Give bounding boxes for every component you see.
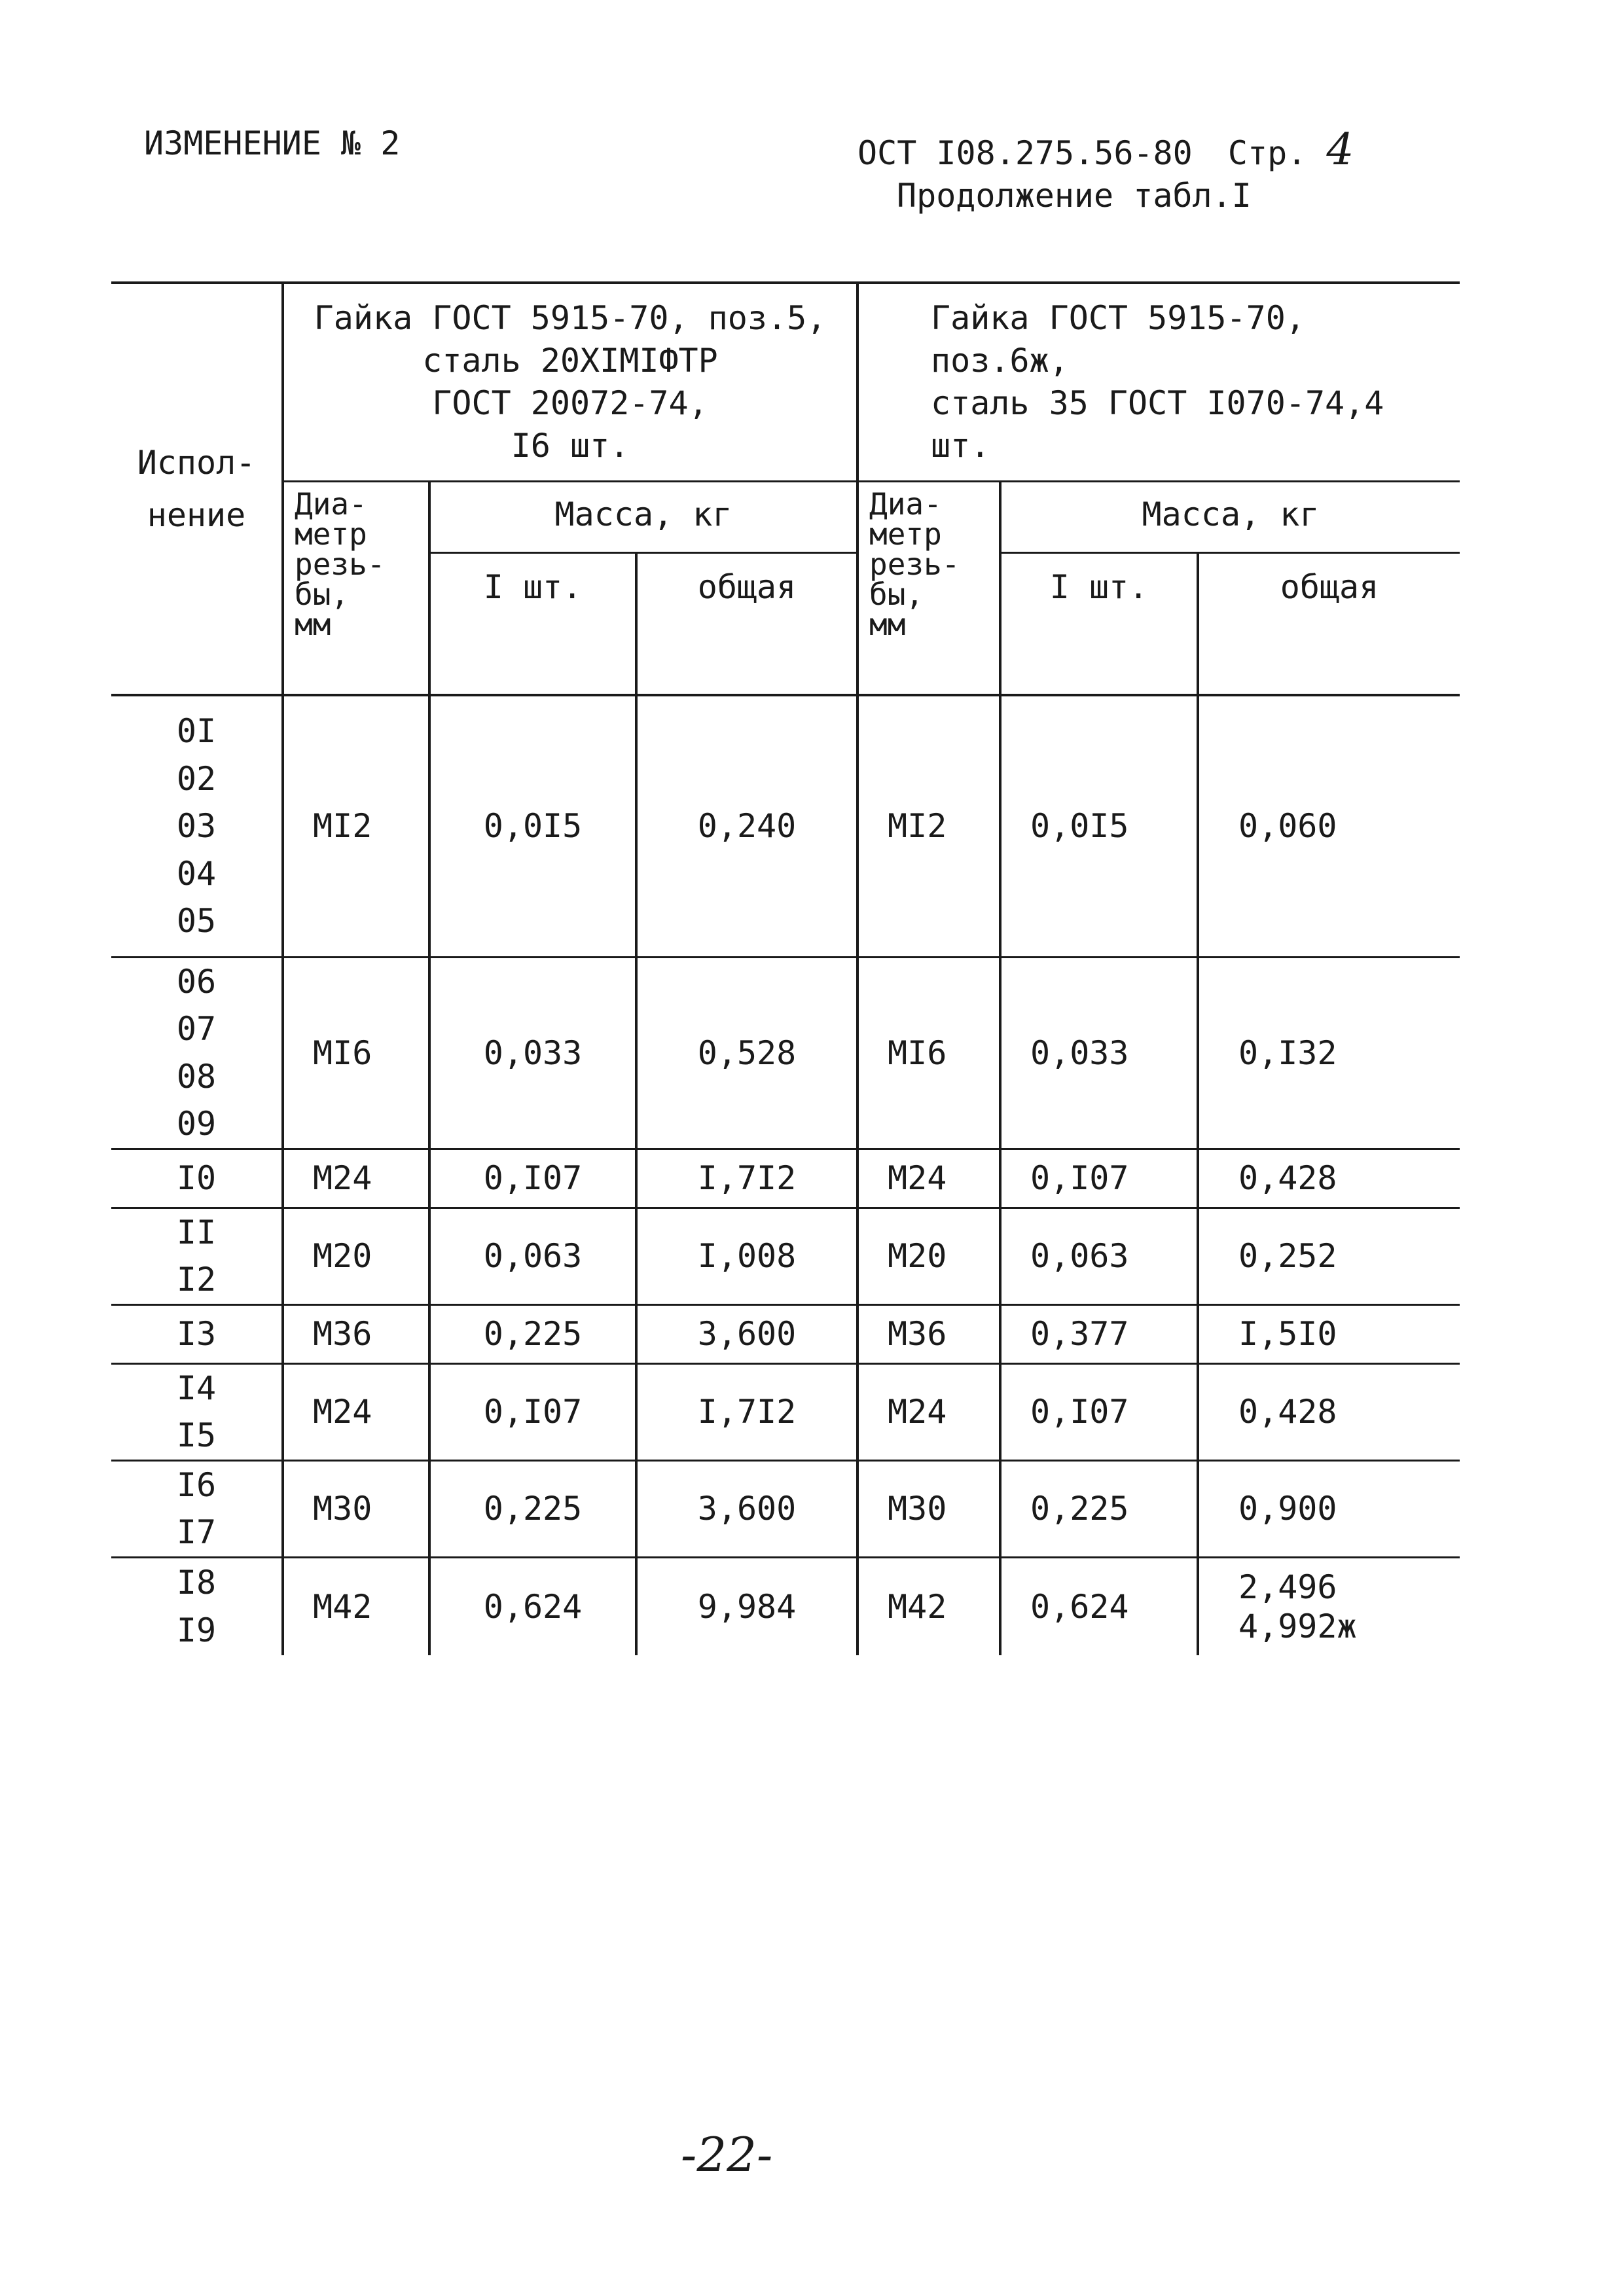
- thread-1: M42: [283, 1557, 429, 1655]
- table-row: [111, 1304, 1460, 1363]
- mass-total-2: [1198, 1460, 1460, 1557]
- mass-total-1: I,008: [636, 1208, 857, 1304]
- mass-total-value: 0,900: [1238, 1490, 1337, 1528]
- table-row: [111, 1208, 1460, 1304]
- version-code: 0I: [176, 712, 217, 750]
- version-code: I2: [176, 1261, 217, 1299]
- mass-table: [111, 281, 1460, 1655]
- thread-2: M42: [857, 1557, 1000, 1655]
- version-code: I0: [176, 1158, 217, 1197]
- thread-1: M24: [283, 1149, 429, 1208]
- version-cell: [111, 1363, 283, 1460]
- version-code: 05: [176, 902, 217, 940]
- version-code: 09: [176, 1105, 217, 1143]
- thread-2: M20: [857, 1208, 1000, 1304]
- total-header-1: общая: [636, 553, 857, 696]
- version-code: I7: [176, 1513, 217, 1551]
- mass-total-value: 0,428: [1238, 1159, 1337, 1197]
- mass-per-piece-2: 0,624: [1000, 1557, 1198, 1655]
- mass-total-value: 0,060: [1238, 807, 1337, 846]
- version-cell: [111, 1149, 283, 1208]
- mass-header-2: Масса, кг: [1000, 482, 1460, 553]
- thread-1: MI2: [283, 695, 429, 957]
- per-piece-header-1: I шт.: [429, 553, 636, 696]
- mass-total-1: 3,600: [636, 1304, 857, 1363]
- mass-total-value: 2,496: [1238, 1568, 1337, 1606]
- table-row: [111, 1149, 1460, 1208]
- mass-total-2: [1198, 695, 1460, 957]
- mass-header-1: Масса, кг: [429, 482, 857, 553]
- mass-per-piece-1: 0,063: [429, 1208, 636, 1304]
- version-cell: [111, 1557, 283, 1655]
- mass-per-piece-2: 0,I07: [1000, 1149, 1198, 1208]
- mass-per-piece-1: 0,0I5: [429, 695, 636, 957]
- page-handwritten: 4: [1326, 124, 1354, 175]
- mass-per-piece-2: 0,0I5: [1000, 695, 1198, 957]
- mass-total-2: [1198, 1208, 1460, 1304]
- mass-total-1: I,7I2: [636, 1149, 857, 1208]
- mass-per-piece-1: 0,225: [429, 1460, 636, 1557]
- thread-2: MI6: [857, 957, 1000, 1149]
- mass-per-piece-1: 0,I07: [429, 1363, 636, 1460]
- thread-1: M30: [283, 1460, 429, 1557]
- version-cell: [111, 1460, 283, 1557]
- per-piece-header-2: I шт.: [1000, 553, 1198, 696]
- version-code: I4: [176, 1369, 217, 1407]
- mass-total-2: [1198, 1557, 1460, 1655]
- mass-per-piece-2: 0,377: [1000, 1304, 1198, 1363]
- version-code: I9: [176, 1611, 217, 1649]
- version-code: 06: [176, 962, 217, 1001]
- mass-per-piece-2: 0,063: [1000, 1208, 1198, 1304]
- version-cell: [111, 957, 283, 1149]
- standard-code: ОСТ I08.275.56-80: [857, 134, 1193, 172]
- group1-title: Гайка ГОСТ 5915-70, поз.5, сталь 20ХIМIФТР ГОСТ 20072-74, I6 шт.: [283, 283, 857, 482]
- mass-total-2: [1198, 1363, 1460, 1460]
- mass-total-value: 0,428: [1238, 1393, 1337, 1431]
- page-number: -22-: [681, 2127, 773, 2182]
- page-label: Стр.: [1227, 134, 1307, 172]
- thread-1: MI6: [283, 957, 429, 1149]
- mass-total-2: [1198, 1149, 1460, 1208]
- thread-2: M36: [857, 1304, 1000, 1363]
- version-code: II: [176, 1213, 217, 1251]
- change-notice: ИЗМЕНЕНИЕ № 2: [144, 124, 401, 162]
- mass-per-piece-1: 0,033: [429, 957, 636, 1149]
- mass-total-value: 4,992ж: [1238, 1607, 1357, 1645]
- version-code: 08: [176, 1057, 217, 1096]
- version-code: 02: [176, 759, 217, 798]
- standard-number: [857, 124, 1354, 175]
- mass-total-value: I,5I0: [1238, 1315, 1337, 1353]
- thread-1: M36: [283, 1304, 429, 1363]
- thread-1: M24: [283, 1363, 429, 1460]
- version-header: Испол- нение: [111, 283, 283, 695]
- mass-total-1: 9,984: [636, 1557, 857, 1655]
- thread-1: M20: [283, 1208, 429, 1304]
- version-cell: [111, 1304, 283, 1363]
- version-cell: [111, 695, 283, 957]
- table-row: [111, 1557, 1460, 1655]
- total-header-2: общая: [1198, 553, 1460, 696]
- mass-per-piece-2: 0,225: [1000, 1460, 1198, 1557]
- version-cell: [111, 1208, 283, 1304]
- version-code: I3: [176, 1314, 217, 1353]
- mass-per-piece-1: 0,I07: [429, 1149, 636, 1208]
- thread-2: M30: [857, 1460, 1000, 1557]
- version-code: 03: [176, 807, 217, 845]
- mass-total-2: [1198, 1304, 1460, 1363]
- mass-per-piece-2: 0,I07: [1000, 1363, 1198, 1460]
- table-row: [111, 1363, 1460, 1460]
- table-continuation: Продолжение табл.I: [897, 177, 1252, 215]
- mass-total-value: 0,I32: [1238, 1033, 1337, 1072]
- mass-total-1: 0,528: [636, 957, 857, 1149]
- mass-per-piece-1: 0,225: [429, 1304, 636, 1363]
- group2-title: Гайка ГОСТ 5915-70, поз.6ж, сталь 35 ГОСТ I070-74,4 шт.: [857, 283, 1460, 482]
- thread-2: MI2: [857, 695, 1000, 957]
- diameter-header-2: Диа- метр резь- бы, мм: [857, 482, 1000, 696]
- mass-total-1: 3,600: [636, 1460, 857, 1557]
- mass-total-value: 0,252: [1238, 1237, 1337, 1275]
- version-code: I5: [176, 1416, 217, 1454]
- mass-total-1: I,7I2: [636, 1363, 857, 1460]
- version-code: 07: [176, 1010, 217, 1048]
- mass-per-piece-1: 0,624: [429, 1557, 636, 1655]
- mass-total-2: [1198, 957, 1460, 1149]
- version-code: I8: [176, 1564, 217, 1602]
- thread-2: M24: [857, 1363, 1000, 1460]
- diameter-header-1: Диа- метр резь- бы, мм: [283, 482, 429, 696]
- mass-per-piece-2: 0,033: [1000, 957, 1198, 1149]
- version-code: I6: [176, 1465, 217, 1504]
- mass-total-1: 0,240: [636, 695, 857, 957]
- thread-2: M24: [857, 1149, 1000, 1208]
- version-code: 04: [176, 854, 217, 893]
- table-row: [111, 1460, 1460, 1557]
- table-row: [111, 695, 1460, 957]
- table-row: [111, 957, 1460, 1149]
